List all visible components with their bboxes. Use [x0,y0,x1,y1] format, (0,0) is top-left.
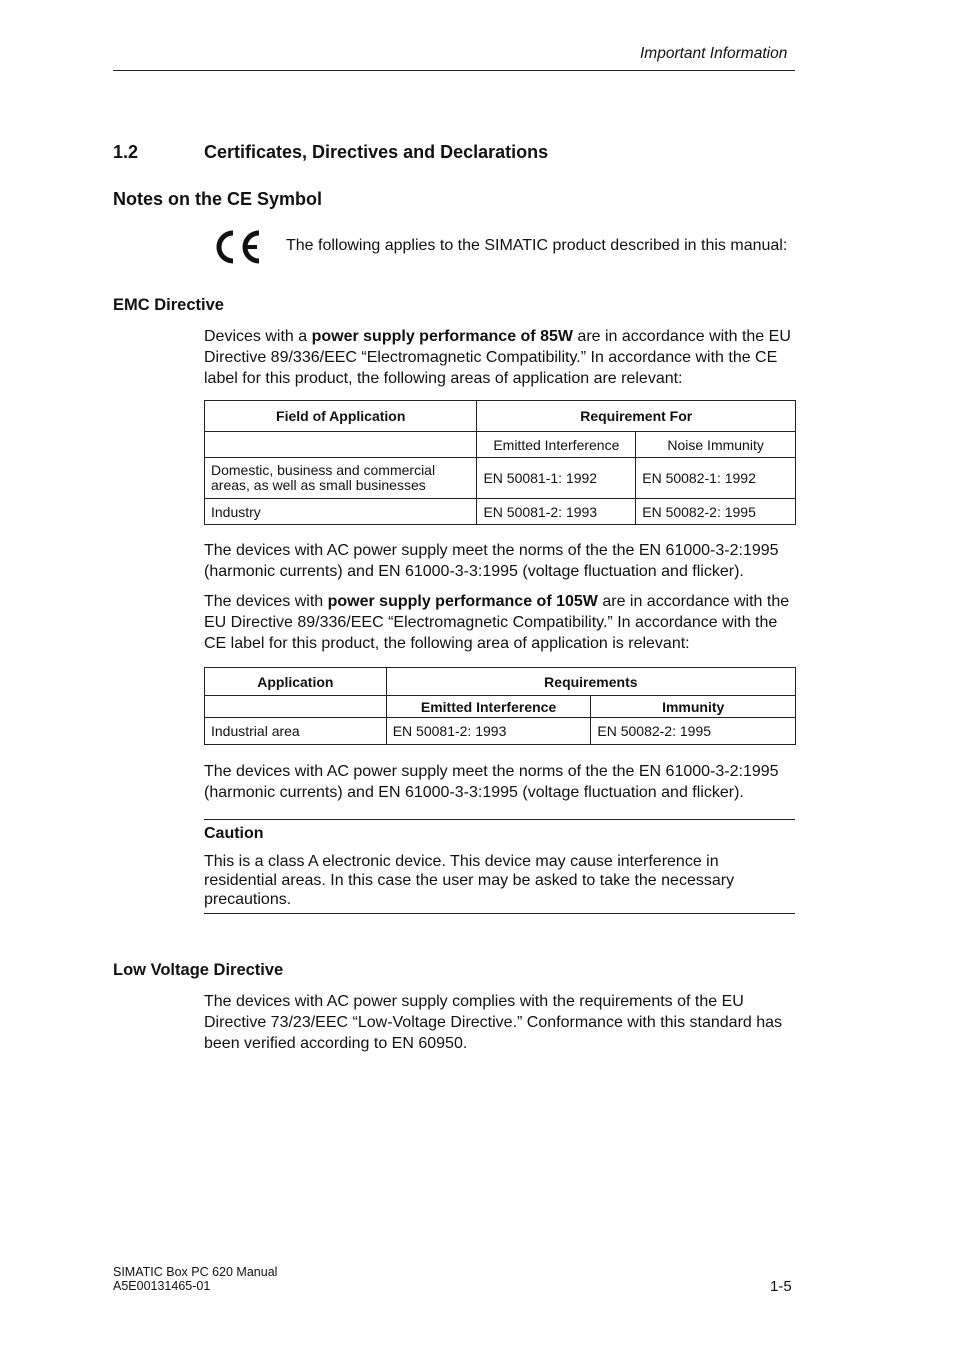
emc-table-85w [204,400,796,525]
emc-paragraph-105w: The devices with power supply performance of 105W are in accordance with the EU Directive 89/336/EEC “Electromagnetic Compatibility.” In accordance with the CE label for this product, the following area of application is relevant: [204,593,790,652]
emc-heading: EMC Directive [113,296,224,314]
header-rule [113,70,795,71]
col-header-requirements: Requirements [386,668,795,696]
caution-top-rule [204,819,795,820]
caution-text: This is a class A electronic device. This device may cause interference in residential areas. In this case the user may be asked to take the necessary precautions. [204,853,735,908]
emc-ac-norms-paragraph-2: The devices with AC power supply meet the norms of the the EN 61000-3-2:1995 (harmonic currents) and EN 61000-3-3:1995 (voltage fluctuation and flicker). [204,763,779,801]
ce-statement: The following applies to the SIMATIC product described in this manual: [286,237,788,254]
footer-document-id: A5E00131465-01 [113,1279,211,1293]
col-header-application: Application [205,668,387,696]
emitted-cell: EN 50081-2: 1993 [477,499,636,525]
emitted-cell: EN 50081-2: 1993 [386,718,591,745]
sub-header-emitted: Emitted Interference [386,696,591,718]
section-number: 1.2 [113,142,139,162]
sub-header-emitted: Emitted Interference [477,432,636,458]
footer-manual-info [113,1265,277,1293]
emc-ac-norms-paragraph-1: The devices with AC power supply meet the norms of the the EN 61000-3-2:1995 (harmonic currents) and EN 61000-3-3:1995 (voltage fluctuation and flicker). [204,542,779,580]
empty-cell [205,696,387,718]
page-number: 1-5 [770,1278,792,1295]
ce-mark-icon [211,228,263,266]
col-header-requirement: Requirement For [477,401,796,432]
lvd-heading: Low Voltage Directive [113,961,284,979]
sub-header-immunity: Noise Immunity [636,432,796,458]
field-cell: Domestic, business and commercial areas, as well as small businesses [205,458,477,499]
caution-bottom-rule [204,913,795,914]
table-row [205,718,796,745]
table-row [205,458,796,499]
immunity-cell: EN 50082-2: 1995 [636,499,796,525]
empty-cell [205,432,477,458]
emitted-cell: EN 50081-1: 1992 [477,458,636,499]
caution-title: Caution [204,825,264,842]
footer-manual-title: SIMATIC Box PC 620 Manual [113,1265,278,1279]
emc-paragraph-85w: Devices with a power supply performance of 85W are in accordance with the EU Directive 89/336/EEC “Electromagnetic Compatibility.” In accordance with the CE label for this product, the following areas of application are relevant: [204,328,791,387]
col-header-field: Field of Application [205,401,477,432]
table-row [205,499,796,525]
immunity-cell: EN 50082-1: 1992 [636,458,796,499]
immunity-cell: EN 50082-2: 1995 [591,718,796,745]
sub-header-immunity: Immunity [591,696,796,718]
field-cell: Industry [205,499,477,525]
ce-heading: Notes on the CE Symbol [113,189,323,209]
section-title: Certificates, Directives and Declarations [204,142,549,162]
running-header: Important Information [640,45,788,62]
lvd-paragraph: The devices with AC power supply complies with the requirements of the EU Directive 73/23/EEC “Low-Voltage Directive.” Conformance with this standard has been verified according to EN 60950. [204,993,783,1052]
field-cell: Industrial area [205,718,387,745]
emc-table-105w [204,667,796,745]
